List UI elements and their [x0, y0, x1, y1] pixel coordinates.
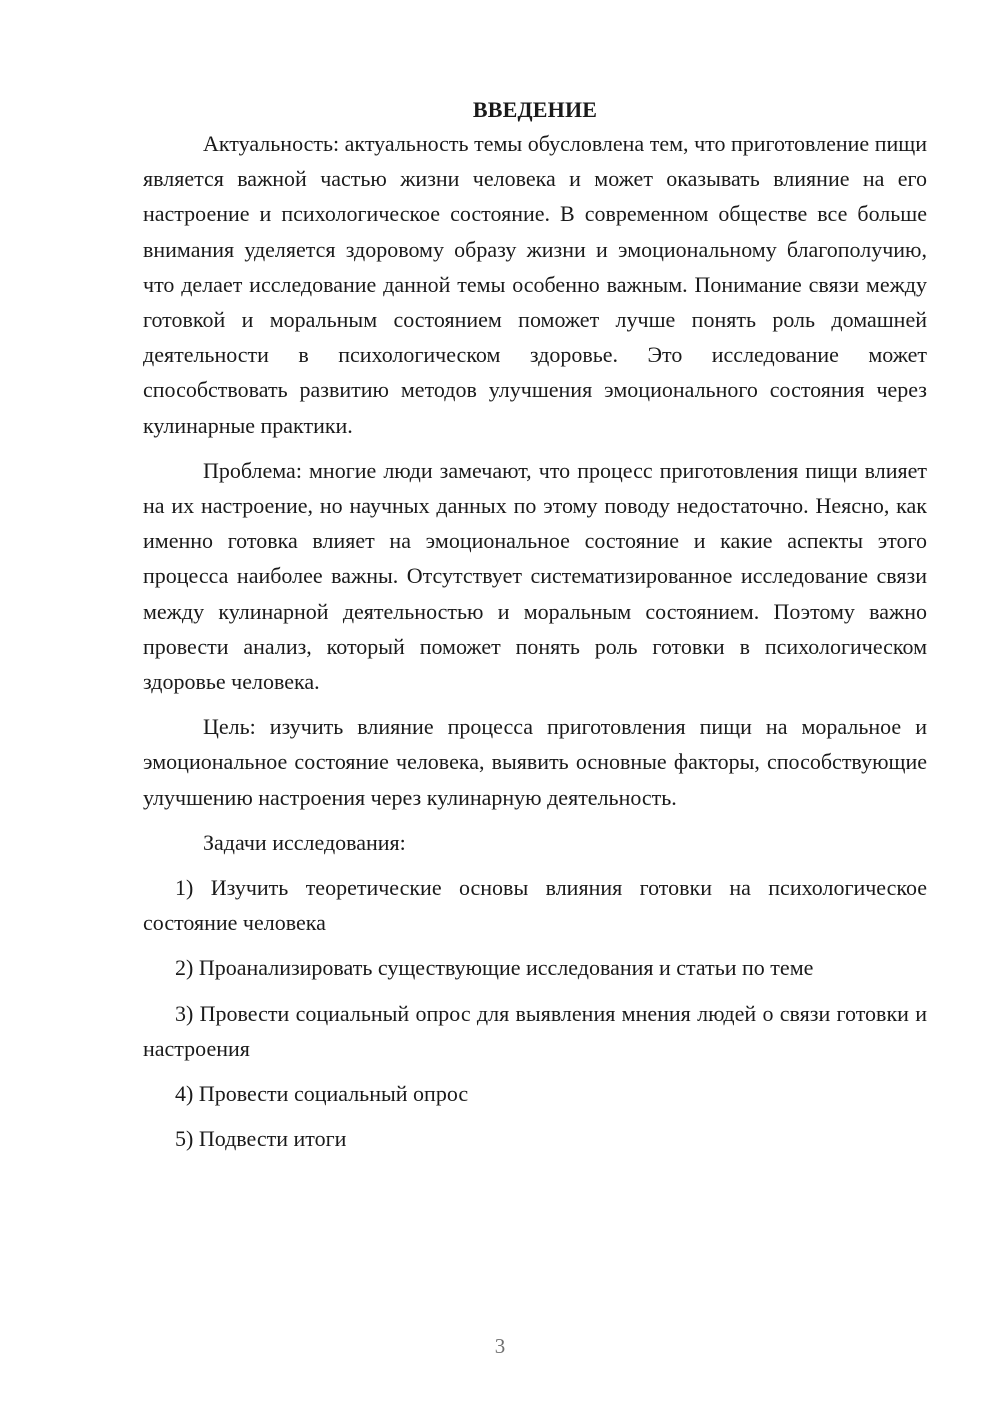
task-item-4: 4) Провести социальный опрос	[175, 1081, 469, 1107]
tasks-heading: Задачи исследования:	[203, 829, 406, 855]
page-number: 3	[494, 1334, 506, 1358]
task-item-5: 5) Подвести итоги	[175, 1126, 347, 1152]
task-item-3: 3) Провести социальный опрос для выявления мнения людей о связи готовки и настроения	[143, 1000, 927, 1061]
task-item-2: 2) Проанализировать существующие исследования и статьи по теме	[175, 955, 814, 981]
page-title: ВВЕДЕНИЕ	[472, 97, 598, 122]
task-item-1: 1) Изучить теоретические основы влияния готовки на психологическое состояние человека	[143, 875, 927, 936]
document-page	[143, 95, 927, 1166]
paragraph-goal: Цель: изучить влияние процесса приготовления пищи на моральное и эмоциональное состояние человека, выявить основные факторы, способствующие улучшению настроения через кулинарную деятельность.	[143, 714, 927, 810]
paragraph-problem: Проблема: многие люди замечают, что процесс приготовления пищи влияет на их настроение, но научных данных по этому поводу недостаточно. Неясно, как именно готовка влияет на эмоциональное состояние и какие аспекты этого процесса наиболее важны. Отсутствует систематизированное исследование связи между кулинарной деятельностью и моральным состоянием. Поэтому важно провести анализ, который поможет понять роль готовки в психологическом здоровье человека.	[143, 457, 927, 695]
paragraph-relevance: Актуальность: актуальность темы обусловлена тем, что приготовление пищи является важной частью жизни человека и может оказывать влияние на его настроение и психологическое состояние. В современном обществе все больше внимания уделяется здоровому образу жизни и эмоциональному благополучию, что делает исследование данной темы особенно важным. Понимание связи между готовкой и моральным состоянием поможет лучше понять роль домашней деятельности в психологическом здоровье. Это исследование может способствовать развитию методов улучшения эмоционального состояния через кулинарные практики.	[143, 131, 927, 438]
